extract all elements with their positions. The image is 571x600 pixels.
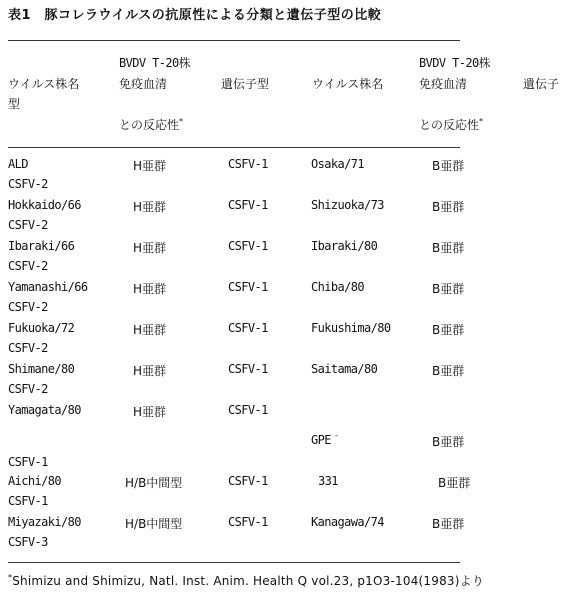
row-genotype-overflow: CSFV-3 (8, 535, 48, 549)
header-right-virus-name: ウイルス株名 (312, 77, 384, 91)
row-r-react: B亜群 (432, 159, 465, 173)
row-genotype-overflow: CSFV-2 (8, 382, 48, 396)
row-l-geno: CSFV-1 (228, 321, 268, 335)
gpe-footnote-mark: - (335, 431, 338, 440)
row-genotype-overflow: CSFV-2 (8, 300, 48, 314)
row-l-react: H亜群 (133, 159, 167, 173)
header-right-bvdv-line1: BVDV T-20株 (419, 56, 491, 70)
bottom-rule (8, 562, 460, 563)
row-r-react: B亜群 (432, 241, 465, 255)
row-l-name: Fukuoka/72 (8, 321, 75, 335)
header-virus-name: ウイルス株名 (8, 77, 80, 91)
top-rule (8, 40, 460, 41)
row-genotype-overflow: CSFV-2 (8, 177, 48, 191)
header-bvdv-line2: 免疫血清 (119, 77, 168, 91)
row-l-geno: CSFV-1 (228, 403, 268, 417)
row-l-react: H/B中間型 (125, 476, 183, 490)
row-r-react: B亜群 (432, 435, 465, 449)
header-bvdv-line1: BVDV T-20株 (119, 56, 191, 70)
row-l-geno: CSFV-1 (228, 157, 268, 171)
row-l-geno: CSFV-1 (228, 474, 268, 488)
row-r-react: B亜群 (432, 200, 465, 214)
row-l-geno: CSFV-1 (228, 198, 268, 212)
row-r-name: Chiba/80 (311, 280, 364, 294)
footnote-mark: * (8, 573, 13, 582)
row-r-react: B亜群 (432, 323, 465, 337)
footnote (8, 572, 484, 589)
row-r-name: Kanagawa/74 (311, 515, 384, 529)
table-title: 表1 豚コレラウイルスの抗原性による分類と遺伝子型の比較 (8, 8, 382, 23)
row-r-name: 331 (318, 474, 338, 488)
row-l-react: H/B中間型 (125, 517, 183, 531)
header-genotype: 遺伝子型 (221, 77, 270, 91)
row-r-name: GPE (311, 433, 331, 447)
row-r-name: Shizuoka/73 (311, 198, 384, 212)
row-l-geno: CSFV-1 (228, 515, 268, 529)
footnote-text: Shimizu and Shimizu, Natl. Inst. Anim. Health Q vol.23, p1O3-104(1983)より (12, 574, 485, 588)
row-l-name: ALD (8, 157, 28, 171)
row-l-react: H亜群 (133, 364, 167, 378)
row-genotype-overflow: CSFV-2 (8, 218, 48, 232)
right-reactivity-footnote-mark: * (479, 117, 484, 126)
header-right-reactivity: との反応性* (419, 117, 484, 132)
row-l-geno: CSFV-1 (228, 362, 268, 376)
row-r-name: Osaka/71 (311, 157, 364, 171)
row-l-react: H亜群 (133, 282, 167, 296)
row-r-name: Fukushima/80 (311, 321, 391, 335)
row-r-react: B亜群 (432, 364, 465, 378)
row-l-geno: CSFV-1 (228, 280, 268, 294)
row-genotype-overflow: CSFV-2 (8, 341, 48, 355)
row-l-name: Yamanashi/66 (8, 280, 88, 294)
row-r-react: B亜群 (438, 476, 471, 490)
header-virus-name-overflow: 型 (8, 97, 21, 111)
row-l-name: Ibaraki/66 (8, 239, 75, 253)
reactivity-footnote-mark: * (179, 117, 184, 126)
row-genotype-overflow: CSFV-2 (8, 259, 48, 273)
row-r-react: B亜群 (432, 517, 465, 531)
row-l-name: Hokkaido/66 (8, 198, 81, 212)
row-l-react: H亜群 (133, 323, 167, 337)
row-r-react: B亜群 (432, 282, 465, 296)
row-genotype-overflow: CSFV-1 (8, 455, 48, 469)
row-r-name: Ibaraki/80 (311, 239, 378, 253)
row-l-name: Miyazaki/80 (8, 515, 81, 529)
row-l-name: Yamagata/80 (8, 403, 81, 417)
header-right-bvdv-line2: 免疫血清 (419, 77, 468, 91)
row-l-react: H亜群 (133, 405, 167, 419)
row-r-name: Saitama/80 (311, 362, 378, 376)
row-l-geno: CSFV-1 (228, 239, 268, 253)
row-l-name: Aichi/80 (8, 474, 61, 488)
row-l-react: H亜群 (133, 241, 167, 255)
header-reactivity: との反応性* (119, 117, 184, 132)
row-l-react: H亜群 (133, 200, 167, 214)
header-rule (8, 147, 460, 148)
row-l-name: Shimane/80 (8, 362, 75, 376)
header-right-genotype: 遺伝子 (523, 77, 560, 91)
row-genotype-overflow: CSFV-1 (8, 494, 48, 508)
